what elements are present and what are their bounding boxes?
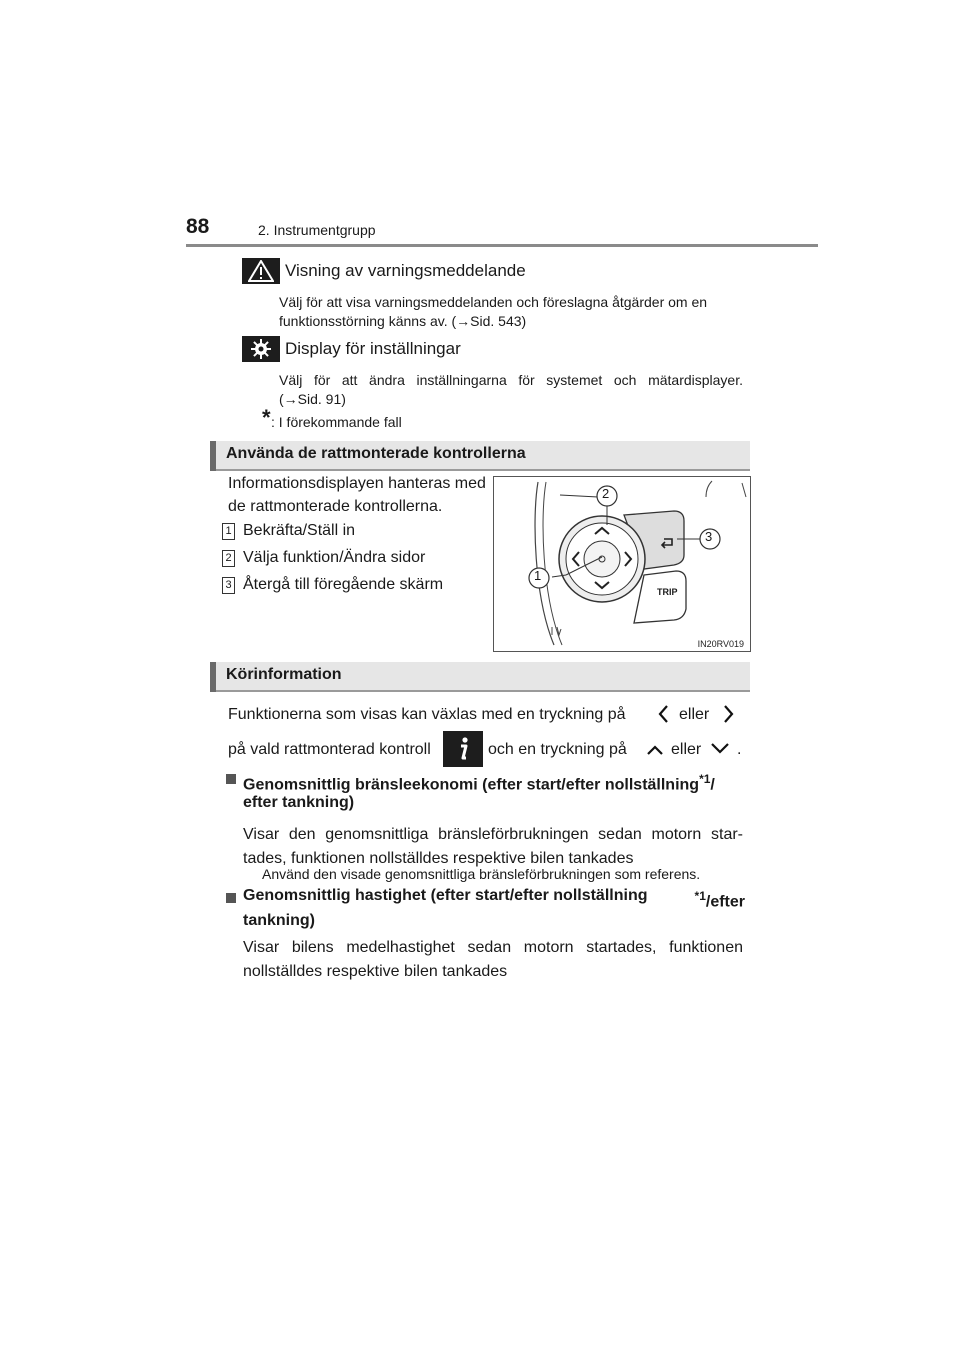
item2-heading-sup: *1 bbox=[694, 889, 706, 903]
section1-intro-2: de rattmonterade kontrollerna. bbox=[228, 498, 443, 515]
list-item: Återgå till föregående skärm bbox=[243, 576, 444, 593]
para1-line2-b: och en tryckning på bbox=[488, 741, 627, 758]
item1-body-1: Visar den genomsnittliga bränsleförbrukningen sedan motorn star- bbox=[243, 826, 743, 843]
item2-body-2: nollställdes respektive bilen tankades bbox=[243, 963, 508, 980]
item1-body-2: tades, funktionen nollställdes respektive bilen tankades bbox=[243, 850, 634, 867]
section-title: Använda de rattmonterade kontrollerna bbox=[226, 445, 526, 462]
callout-number: 1 bbox=[222, 523, 235, 540]
settings-item-desc-1: Välj för att ändra inställningarna för systemet och mätardisplayer. bbox=[279, 372, 743, 388]
warning-triangle-icon bbox=[242, 258, 280, 284]
chevron-down-icon bbox=[710, 742, 730, 754]
callout-2-label: 2 bbox=[602, 486, 610, 501]
trip-button-label: TRIP bbox=[657, 587, 678, 597]
item2-heading-end bbox=[695, 884, 745, 914]
settings-item-desc-2: (→Sid. 91) bbox=[279, 391, 346, 407]
header-rule bbox=[186, 244, 818, 247]
settings-item-label: Display för inställningar bbox=[285, 339, 461, 358]
para1-line2: på vald rattmonterad kontroll bbox=[228, 741, 431, 758]
gear-icon bbox=[242, 336, 280, 362]
item2-body-1: Visar bilens medelhastighet sedan motorn startades, funktionen bbox=[243, 939, 743, 956]
item2-heading-text: Genomsnittlig hastighet (efter start/efter nollställning bbox=[243, 887, 648, 904]
bullet-square-icon bbox=[226, 893, 236, 903]
callout-3-label: 3 bbox=[705, 529, 713, 544]
steering-controls-illustration bbox=[493, 476, 751, 652]
bullet-square-icon bbox=[226, 774, 236, 784]
warning-item-desc-1: Välj för att visa varningsmeddelanden och föreslagna åtgärder om en bbox=[279, 294, 708, 310]
warning-item-desc-2: funktionsstörning känns av. (→Sid. 543) bbox=[279, 313, 527, 329]
footnote-mark: * bbox=[262, 405, 271, 430]
list-item: Välja funktion/Ändra sidor bbox=[243, 549, 426, 566]
warning-item-label: Visning av varningsmeddelande bbox=[285, 261, 526, 280]
item1-note: Använd den visade genomsnittliga bränsleförbrukningen som referens. bbox=[262, 866, 701, 882]
chevron-up-icon bbox=[646, 744, 664, 756]
item2-heading-1 bbox=[243, 884, 745, 914]
para1-eller-2: eller bbox=[671, 741, 702, 758]
chevron-right-icon bbox=[722, 704, 736, 724]
section-accent bbox=[210, 441, 216, 471]
section-accent bbox=[210, 662, 216, 692]
info-i-icon bbox=[443, 731, 483, 767]
chapter-title: 2. Instrumentgrupp bbox=[258, 222, 376, 238]
item1-heading-2: efter tankning) bbox=[243, 794, 355, 811]
callout-number: 3 bbox=[222, 577, 235, 594]
callout-1-label: 1 bbox=[534, 568, 542, 583]
para1-end: . bbox=[737, 741, 742, 758]
callout-number: 2 bbox=[222, 550, 235, 567]
page-number: 88 bbox=[186, 215, 210, 238]
section-header-steering-controls bbox=[210, 441, 750, 471]
para1-line1: Funktionerna som visas kan växlas med en tryckning på bbox=[228, 706, 626, 723]
para1-eller-1: eller bbox=[679, 706, 710, 723]
section-title: Körinformation bbox=[226, 666, 342, 683]
list-item: Bekräfta/Ställ in bbox=[243, 522, 356, 539]
footnote-text: : I förekommande fall bbox=[271, 414, 402, 430]
item1-heading-slash: / bbox=[710, 776, 715, 794]
item2-heading-tail: /efter bbox=[705, 893, 745, 911]
section1-intro-1: Informationsdisplayen hanteras med bbox=[228, 475, 486, 492]
item2-heading-2: tankning) bbox=[243, 912, 315, 929]
figure-code: IN20RV019 bbox=[697, 639, 744, 649]
chevron-left-icon bbox=[656, 704, 670, 724]
item1-heading-sup: *1 bbox=[699, 772, 711, 786]
section-header-driving-info bbox=[210, 662, 750, 692]
item1-heading-text: Genomsnittlig bränsleekonomi (efter start/efter nollställning bbox=[243, 776, 700, 794]
steering-switch-drawing bbox=[494, 477, 750, 651]
